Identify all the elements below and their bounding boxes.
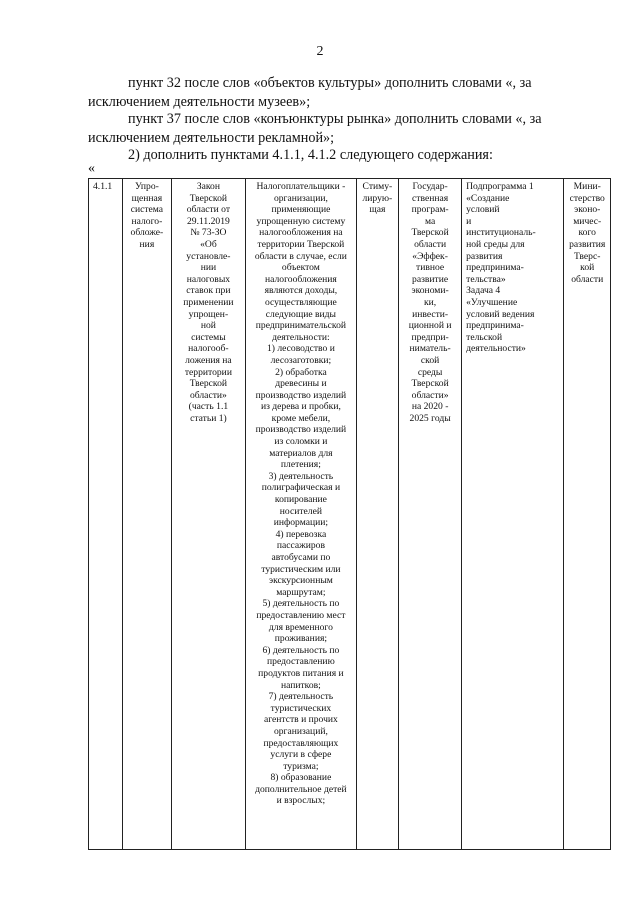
cell-line: 4) перевозка <box>275 528 327 540</box>
cell-line: нии <box>200 262 217 274</box>
cell-line: «Эффек- <box>412 250 448 262</box>
cell-line: Тверской <box>411 378 449 390</box>
cell-line: продуктов питания и <box>258 667 344 679</box>
cell-line: услуги в сфере <box>270 749 332 761</box>
cell-line: системы <box>191 331 226 343</box>
amendment-paragraph-1: пункт 32 после слов «объектов культуры» дополнить словами «, за исключением деятельности музеев»; <box>88 75 532 110</box>
cell-line: упрощен- <box>188 308 229 320</box>
cell-line: тельства» <box>466 273 506 285</box>
cell-line: производство изделий <box>255 424 347 436</box>
cell-line: Тверской <box>189 378 228 390</box>
amendment-paragraph-2: пункт 37 после слов «конъюнктуры рынка» дополнить словами «, за исключением деятельности рекламной»; <box>88 111 542 146</box>
cell-line: агентств и прочих <box>263 714 338 726</box>
cell-line: эконо- <box>574 204 601 216</box>
cell-item-number <box>89 179 123 850</box>
cell-line: 3) деятельность <box>268 470 334 482</box>
cell-line: налого- <box>131 215 163 227</box>
cell-line: проживания; <box>274 633 328 645</box>
cell-line: ской <box>420 354 440 366</box>
cell-line: Стиму- <box>362 181 393 192</box>
cell-line: из дерева и пробки, <box>260 401 341 413</box>
cell-line: кой <box>580 262 595 274</box>
cell-line: применяющие <box>271 204 331 216</box>
cell-line: ной <box>200 320 216 332</box>
cell-line: «Создание <box>466 192 510 204</box>
cell-line: Тверской <box>411 227 449 239</box>
cell-line: обложе- <box>130 227 164 239</box>
cell-line: условий ведения <box>466 308 535 320</box>
cell-line: налогообложения <box>265 273 337 285</box>
cell-line: налоговых <box>186 273 231 285</box>
cell-line: маршрутам; <box>276 586 326 598</box>
cell-line: туристическим или <box>261 563 341 575</box>
cell-line: налогооб- <box>188 343 229 355</box>
page-number: 2 <box>316 44 324 59</box>
tax-benefit-table <box>88 178 611 850</box>
cell-tax-type <box>123 179 172 850</box>
cell-line: напитков; <box>280 679 321 691</box>
cell-line: территории Тверской <box>257 238 345 250</box>
cell-line: тельской <box>466 331 503 343</box>
cell-line: применении <box>183 296 234 308</box>
cell-line: Тверской <box>189 192 228 204</box>
cell-line: организации, <box>273 192 328 204</box>
cell-line: развитие <box>412 273 449 285</box>
cell-line: 4.1.1 <box>93 181 113 192</box>
cell-line: 1) лесоводство и <box>266 343 335 355</box>
cell-line: осуществляющие <box>264 296 337 308</box>
cell-line: ния <box>139 238 155 250</box>
amendment-paragraph-3: 2) дополнить пунктами 4.1.1, 4.1.2 следующего содержания: <box>128 147 493 163</box>
cell-line: 29.11.2019 <box>186 215 230 227</box>
cell-line: кроме мебели, <box>271 412 331 424</box>
cell-line: на 2020 - <box>411 401 449 413</box>
cell-benefit-type <box>356 179 398 850</box>
cell-line: лирую- <box>362 192 393 204</box>
cell-line: информации; <box>273 517 329 529</box>
cell-subprogram <box>462 179 564 850</box>
cell-line: ставок при <box>186 285 231 297</box>
cell-line: дополнительное детей <box>255 783 347 795</box>
cell-line: щая <box>369 204 386 216</box>
cell-line: Подпрограмма 1 <box>466 181 534 192</box>
cell-line: экономи- <box>411 285 449 297</box>
cell-line: плетения; <box>280 459 321 471</box>
cell-line: территории <box>184 366 232 378</box>
cell-line: автобусами по <box>271 552 331 563</box>
table-row <box>89 179 611 850</box>
cell-line: 2025 годы <box>409 412 451 424</box>
cell-line: институциональ- <box>466 227 536 239</box>
cell-line: являются доходы, <box>264 285 338 297</box>
cell-line: статьи 1) <box>190 412 227 424</box>
cell-line: предоставлению <box>267 656 335 668</box>
cell-line: 2) обработка <box>275 366 327 378</box>
cell-line: области в случае, если <box>254 250 347 262</box>
cell-line: экскурсионным <box>268 575 333 587</box>
cell-line: предпринима- <box>466 320 524 332</box>
cell-line: ной среды для <box>466 238 525 250</box>
cell-line: упрощенную систему <box>256 215 346 227</box>
cell-line: 8) образование <box>270 772 332 784</box>
cell-state-program <box>399 179 462 850</box>
cell-line: лесозаготовки; <box>270 354 332 366</box>
cell-line: предоставлению мест <box>256 609 346 621</box>
cell-line: кого <box>578 227 596 239</box>
cell-line: предоставляющих <box>263 737 339 749</box>
cell-line: развития <box>466 250 503 262</box>
cell-line: ственная <box>412 192 449 204</box>
cell-line: Мини- <box>573 181 601 192</box>
cell-line: система <box>130 204 164 216</box>
cell-line: щенная <box>131 192 163 204</box>
cell-line: ма <box>424 215 436 227</box>
cell-line: налогообложения на <box>259 227 343 239</box>
cell-line: (часть 1.1 <box>188 401 229 413</box>
cell-line: 7) деятельность <box>268 691 334 703</box>
cell-line: для временного <box>268 621 333 633</box>
cell-line: инвести- <box>412 308 449 320</box>
cell-line: и взрослых; <box>276 795 326 807</box>
cell-line: туризма; <box>283 760 319 772</box>
cell-line: Задача 4 <box>466 285 501 297</box>
cell-taxpayer-category <box>246 179 357 850</box>
cell-line: туристических <box>270 702 332 714</box>
cell-line: 6) деятельность по <box>262 644 340 656</box>
cell-line: среды <box>417 366 443 378</box>
cell-line: ционной и <box>408 320 452 332</box>
cell-line: древесины и <box>275 378 327 390</box>
cell-line: ложения на <box>185 354 232 366</box>
cell-line: условий <box>466 204 500 216</box>
cell-line: № 73-ЗО <box>190 227 227 239</box>
cell-line: 5) деятельность по <box>262 598 340 610</box>
cell-line: мичес- <box>573 215 602 227</box>
cell-line: организаций, <box>273 725 328 737</box>
cell-line: ки, <box>424 296 437 308</box>
cell-line: Государ- <box>412 181 448 192</box>
cell-line: установле- <box>186 250 231 262</box>
cell-line: следующие виды <box>265 308 336 320</box>
cell-line: области от <box>186 204 231 216</box>
cell-line: пассажиров <box>276 540 325 552</box>
cell-line: области» <box>411 389 449 401</box>
cell-line: объектом <box>281 262 320 274</box>
cell-line: носителей <box>279 505 322 517</box>
cell-line: стерство <box>569 192 605 204</box>
cell-responsible-body <box>564 179 611 850</box>
cell-line: области» <box>189 389 227 401</box>
cell-line: «Об <box>200 238 217 250</box>
cell-line: Закон <box>196 181 220 192</box>
cell-line: «Улучшение <box>466 296 518 308</box>
cell-line: Налогоплательщики - <box>256 181 346 192</box>
cell-line: деятельности: <box>272 331 330 343</box>
cell-line: области <box>414 238 447 250</box>
cell-legal-act <box>171 179 245 850</box>
cell-line: предпринимательской <box>255 320 347 332</box>
cell-line: производство изделий <box>255 389 347 401</box>
cell-line: тивное <box>416 262 445 274</box>
cell-line: копирование <box>274 494 327 506</box>
cell-line: области <box>571 273 604 285</box>
cell-line: програм- <box>411 204 449 216</box>
cell-line: и <box>466 215 472 227</box>
cell-line: ниматель- <box>409 343 451 355</box>
cell-line: деятельности» <box>466 343 526 355</box>
cell-line: развития <box>569 238 606 250</box>
cell-line: Упро- <box>134 181 159 192</box>
cell-line: полиграфическая и <box>261 482 341 494</box>
opening-quote-mark: « <box>88 161 95 176</box>
cell-line: Тверс- <box>574 250 601 262</box>
cell-line: предпринима- <box>466 262 524 274</box>
cell-line: предпри- <box>411 331 449 343</box>
cell-line: из соломки и <box>274 436 328 448</box>
cell-line: материалов для <box>269 447 333 459</box>
